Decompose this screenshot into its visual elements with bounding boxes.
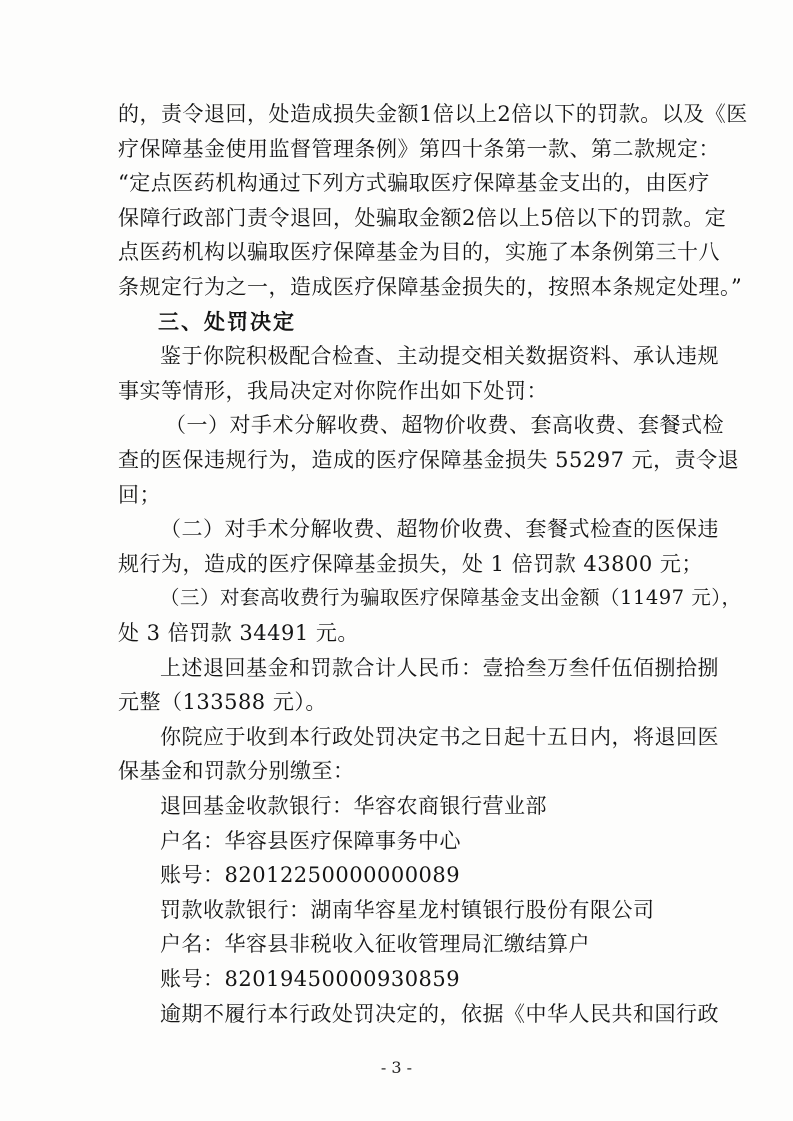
body-line: 处 3 倍罚款 34491 元。: [118, 621, 359, 645]
body-line: “定点医药机构通过下列方式骗取医疗保障基金支出的，由医疗: [118, 171, 710, 196]
body-line: 逾期不履行本行政处罚决定的，依据《中华人民共和国行政: [160, 1001, 719, 1026]
body-line: 鉴于你院积极配合检查、主动提交相关数据资料、承认违规: [160, 344, 719, 369]
body-line: 保基金和罚款分别缴至：: [118, 759, 355, 784]
body-line: 户名：华容县医疗保障事务中心: [160, 828, 461, 853]
body-line: 账号：82019450000930859: [160, 967, 461, 991]
page-number: - 3 -: [380, 1058, 413, 1077]
body-line: （二）对手术分解收费、超物价收费、套餐式检查的医保违: [160, 517, 719, 542]
body-line: 疗保障基金使用监督管理条例》第四十条第一款、第二款规定：: [118, 136, 720, 161]
body-line: 罚款收款银行：湖南华容星龙村镇银行股份有限公司: [160, 897, 655, 922]
body-line: 户名：华容县非税收入征收管理局汇缴结算户: [160, 932, 590, 957]
body-line: 规行为，造成的医疗保障基金损失，处 1 倍罚款 43800 元；: [118, 551, 703, 576]
body-line: （一）对手术分解收费、超物价收费、套高收费、套餐式检: [165, 413, 724, 438]
body-line: 查的医保违规行为，造成的医疗保障基金损失 55297 元，责令退: [118, 448, 740, 472]
body-line: 元整（133588 元）。: [118, 690, 327, 715]
body-line: 你院应于收到本行政处罚决定书之日起十五日内，将退回医: [160, 724, 719, 749]
body-line: 上述退回基金和罚款合计人民币：壹拾叁万叁仟伍佰捌拾捌: [160, 655, 719, 680]
body-line: 点医药机构以骗取医疗保障基金为目的，实施了本条例第三十八: [118, 240, 720, 265]
body-line: 退回基金收款银行：华容农商银行营业部: [160, 794, 547, 818]
body-line: 条规定行为之一，造成医疗保障基金损失的，按照本条规定处理。”: [118, 275, 743, 299]
body-line: 的，责令退回，处造成损失金额1倍以上2倍以下的罚款。以及《医: [118, 102, 748, 126]
section-heading: 三、处罚决定: [158, 308, 296, 334]
body-line: 回；: [118, 482, 161, 507]
body-line: 事实等情形，我局决定对你院作出如下处罚：: [118, 378, 548, 403]
body-line: 账号：82012250000000089: [160, 863, 461, 888]
body-line: 保障行政部门责令退回，处骗取金额2倍以上5倍以下的罚款。定: [118, 205, 727, 230]
body-line: （三）对套高收费行为骗取医疗保障基金支出金额（11497 元），: [160, 586, 742, 610]
